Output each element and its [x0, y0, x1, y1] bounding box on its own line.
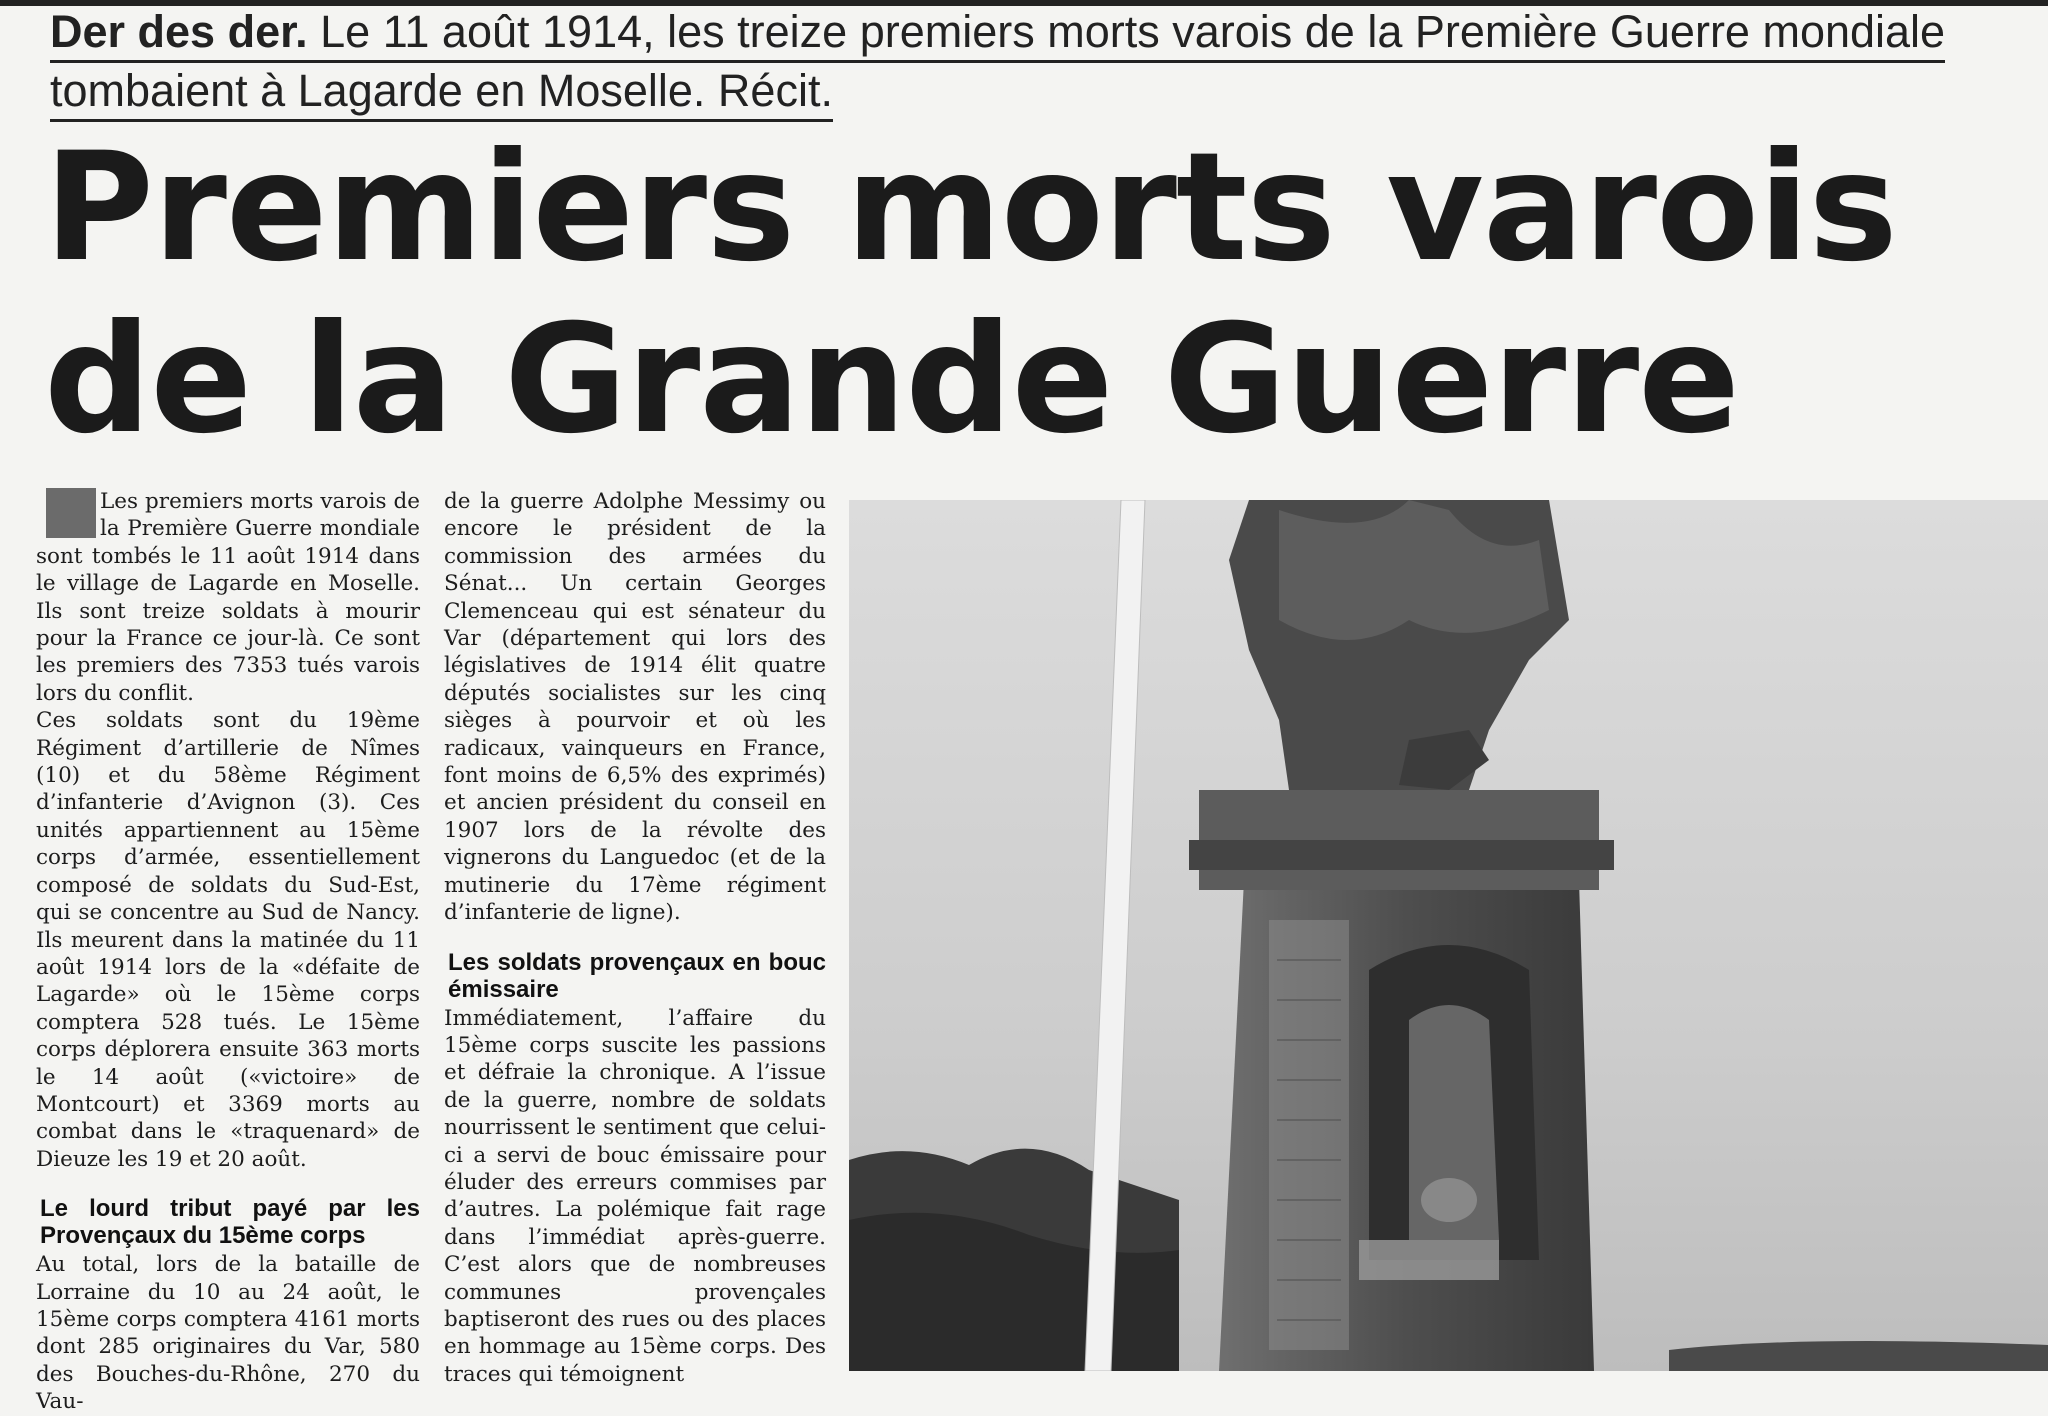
column1-paragraph-1-text: Les premiers morts varois de la Première Guerre mondiale sont tombés le 11 août 1914 dans le village de Lagarde en Moselle. Ils sont treize soldats à mourir pour la France ce jour-là. Ce sont les premiers des 7353 tués varois lors du conflit. — [36, 489, 420, 706]
surtitle-line-1 — [50, 4, 1945, 63]
column2-paragraph-2: Immédiatement, l’affaire du 15ème corps suscite les passions et défraie la chronique. A l’issue de la guerre, nombre de soldats nourrissent le sentiment que celui-ci a servi de bouc émissaire pour éluder des erreurs commises par d’autres. La polémique fait rage dans l’immédiat après-guerre. C’est alors que de nombreuses communes provençales baptiseront des rues ou des places en hommage au 15ème corps. Des traces qui témoignent — [444, 1005, 826, 1387]
memorial-photo — [849, 500, 2048, 1371]
column1-paragraph-2: Ces soldats sont du 19ème Régiment d’artillerie de Nîmes (10) et du 58ème Régiment d’infanterie d’Avignon (3). Ces unités appartiennent au 15ème corps d’armée, essentiellement composé de soldats du Sud-Est, qui se concentre au Sud de Nancy. Ils meurent dans la matinée du 11 août 1914 lors de la «défaite de Lagarde» où le 15ème corps comptera 528 tués. Le 15ème corps déplorera ensuite 363 morts le 14 août («victoire» de Montcourt) et 3369 morts au combat dans le «traquenard» de Dieuze les 19 et 20 août. — [36, 708, 420, 1172]
column1-paragraph-3: Au total, lors de la bataille de Lorraine du 10 au 24 août, le 15ème corps comptera 4161 morts dont 285 originaires du Var, 580 des Bouches-du-Rhône, 270 du Vau- — [36, 1252, 420, 1415]
column2-paragraph-1: de la guerre Adolphe Messimy ou encore le président de la commission des armées du Sénat... Un certain Georges Clemenceau qui est sénateur du Var (département qui lors des législatives de 1914 élit quatre députés socialistes sur les cinq sièges à pourvoir et où les radicaux, vainqueurs en France, font moins de 6,5% des exprimés) et ancien président du conseil en 1907 lors de la révolte des vignerons du Languedoc (et de la mutinerie du 17ème régiment d’infanterie de ligne). — [444, 489, 826, 926]
article-column-1 — [36, 488, 420, 1416]
article-column-2 — [444, 488, 826, 1388]
headline-line-2: de la Grande Guerre — [44, 293, 1739, 467]
headline-line-1: Premiers morts varois — [44, 121, 1897, 295]
column1-subheading: Le lourd tribut payé par les Provençaux du 15ème corps — [40, 1195, 420, 1250]
surtitle-lead: Der des der. — [50, 6, 308, 57]
column2-subheading: Les soldats provençaux en bouc émissaire — [448, 948, 826, 1003]
surtitle-text-1: Le 11 août 1914, les treize premiers morts varois de la Première Guerre mondiale — [320, 6, 1946, 57]
article-surtitle — [50, 4, 1946, 122]
paragraph-start-marker — [46, 488, 96, 538]
surtitle-line-2: tombaient à Lagarde en Moselle. Récit. — [50, 63, 833, 122]
column1-paragraph-1 — [36, 488, 420, 707]
article-headline — [44, 122, 1944, 466]
war-memorial-monument-icon — [849, 500, 2048, 1371]
